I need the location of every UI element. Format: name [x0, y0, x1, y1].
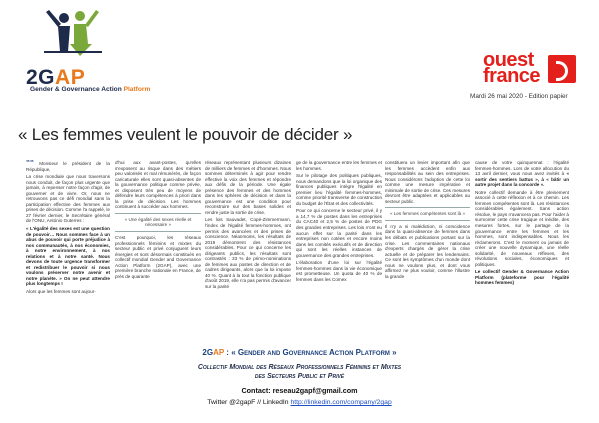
logo-wordmark: 2GAP — [26, 66, 86, 89]
edition-date: Mardi 26 mai 2020 - Edition papier — [470, 93, 568, 100]
signature: Le collectif Gender & Governance Action Platform (plateforme pour l'égalité hommes femmes) — [475, 269, 569, 286]
article-column-3 — [205, 160, 291, 338]
article-column-2 — [115, 160, 201, 338]
footer-title: 2GAP : « Gender and Governance Action Platform » — [202, 348, 397, 357]
paragraph: Sur le pilotage des politiques publiques, nous demandons que la loi organique des finances publiques intègre l'égalité en premier lieu l'égalité femmes-hommes, comme priorité transverse de construction du budget de l'État et des collectivités. — [296, 173, 382, 206]
contact-email: Contact: reseau2gapf@gmail.com — [241, 386, 358, 395]
paragraph: Pour ce qui concerne le secteur privé, il y a 14,7 % de postes dans les entreprises du CAC40 et 2,5 % de postes de PDG des grandes entreprises. Les lois n'ont eu aucun effet sur la parité dans les entreprises non cotées et encore moins dans les comités exécutifs et de direction qui sont les réelles instances de gouvernance des grandes entreprises. — [296, 208, 382, 258]
linkedin-link[interactable]: http://linkedin.com/company/2gap — [290, 399, 392, 406]
paragraph: « L'égalité des sexes est une question de pouvoir… Nous sommes face à un abus de pouvoir qui porte préjudice à nos communautés, à nos économies, à notre environnement, à nos relations et à notre santé. Nous devons de toute urgence transformer et redistribuer le pouvoir si nous voulons préserver notre avenir et notre planète. » On ne peut attendre plus longtemps ! — [26, 226, 110, 287]
article-column-6 — [475, 160, 569, 338]
paragraph: Les lois Sauvadet, Copé-Zimmermann, l'index de l'égalité femmes-hommes, ont permis des avancées et des prises de conscience. Néanmoins, les résultats de 2019 démontrent des résistances considérables. Pour ce qui concerne les dirigeants publics, les résultats sont contrastés : 33 % de primo-nominations de femmes aux postes de direction et de cadres dirigeants, alors que la loi impose 40 %. Quant à la tout la fonction publique d'août 2019, elle n'a pas permis d'avancer sur la parité — [205, 217, 291, 290]
article-column-1 — [26, 160, 110, 338]
paragraph: d'hui aux avant-postes, qu'elles s'exposent au risque dans des métiers peu valorisés et mal rémunérés, de façon caricaturale elles sont quasi-absentes de la gouvernance politique comme privée, et disposent très peu de moyens de défendre leurs compétences à priori dans la prise de décision. Les hommes continuent à succéder aux hommes. — [115, 160, 201, 210]
paragraph: cause de votre quinquennat : l'égalité femmes-hommes. Lors de votre allocution du 13 avril dernier, vous nous avez invités à « sortir des sentiers battus », à « bâtir un autre projet dans la concorde ». — [475, 160, 569, 188]
article-column-5 — [385, 160, 470, 338]
paragraph: La crise mondiale que nous traversons nous conduit, de façon plus urgente que jamais, à repenser notre façon d'agir, de gouverner et de vivre. Or, nous ne retrouvons pas ce défi mondial sans la participation effective des femmes aux prises de décision. Comme l'a rappelé, le 27 février dernier, le Secrétaire général de l'ONU, António Guterres : — [26, 174, 110, 224]
article-column-4 — [296, 160, 382, 338]
paragraph: constituera un levier important afin que les femmes accèdent enfin aux responsabilités au sein des entreprises. Nous considérons l'adoption de cette loi comme une mesure impérative et minimale de sortie de crise. Ces mesures devront être adaptées et applicables au secteur public. — [385, 160, 470, 204]
paragraph: réseaux représentant plusieurs dizaines de milliers de femmes et d'hommes. Nous sommes déterminés à agir pour rendre effective la voix des femmes et répondre aux défis de la période. Une égale présence des femmes et des hommes dans les sphères de décision et dans la gouvernance est une condition pour reconstruire sur des bases solides et rendre juste la sortie de crise. — [205, 160, 291, 215]
paragraph: Notre collectif demande à être pleinement associé à cette réflexion et à ce chemin. Les femmes compétentes sont là. Les résistances considérables également. Sans action résolue, le pays n'avancera pas. Pour l'aider à surmonter cette crise tragique et inédite, des mesures fortes, sur le partage de la gouvernance entre les femmes et les hommes, sont indispensables. Nous les réclamerons. C'est le moment ou jamais de créer une nouvelle dynamique, une réelle solidarité, de nouveaux réflexes, des révolutions sociales, économiques et politiques. — [475, 189, 569, 267]
article-headline: « Les femmes veulent le pouvoir de décider » — [18, 125, 353, 144]
paragraph: ge de la gouvernance entre les femmes et les hommes. — [296, 160, 382, 171]
social-links: Twitter @2gapF // LinkedIn http://linkedin.com/company/2gap — [207, 399, 392, 406]
footer-subtitle: Collectif Mondial des Réseaux Professionnels Féminins et Mixtes des Secteurs Public et Privé — [197, 364, 402, 380]
paragraph: Alors que les femmes sont aujour- — [26, 289, 96, 295]
newspaper-logo-mark-icon — [548, 55, 576, 83]
pull-quote: « Une égalité des sexes réelle et nécessaire » — [115, 213, 201, 232]
paragraph: Il n'y a ni malédiction, ni coïncidence dans la quasi-absence de femmes dans les débats et publications portant sur la crise. Les commentaires nationaux d'experts chargés de gérer la crise actuelle et de préparer les lendemains. Ce sont les symptômes d'un monde dont nous ne voulons plus, et dont vous affirmez ne plus vouloir, comme l'illustre la grande — [385, 223, 470, 279]
paragraph: L'élaboration d'une loi sur l'égalité femmes-hommes dans la vie économique est prometteuse. Un quota de 40 % de femmes dans les Comex — [296, 260, 382, 282]
pull-quote: « Les femmes compétentes sont là » — [385, 207, 470, 221]
paragraph: ““ Monsieur le président de la République, — [26, 160, 110, 172]
open-quote-icon: ““ — [26, 160, 34, 167]
newspaper-logo: ouest france — [483, 49, 541, 87]
paragraph: C'est pourquoi, les réseaux professionnels féminins et mixtes du secteur public et privé conjuguent leurs énergies et sont désormais constitués en collectif mondial Gender and Governance Action Platform (2GAP), avec une première branche nationale en France, de près de quarante — [115, 235, 201, 279]
logo-subtitle: Gender & Governance Action Platform — [30, 86, 151, 93]
